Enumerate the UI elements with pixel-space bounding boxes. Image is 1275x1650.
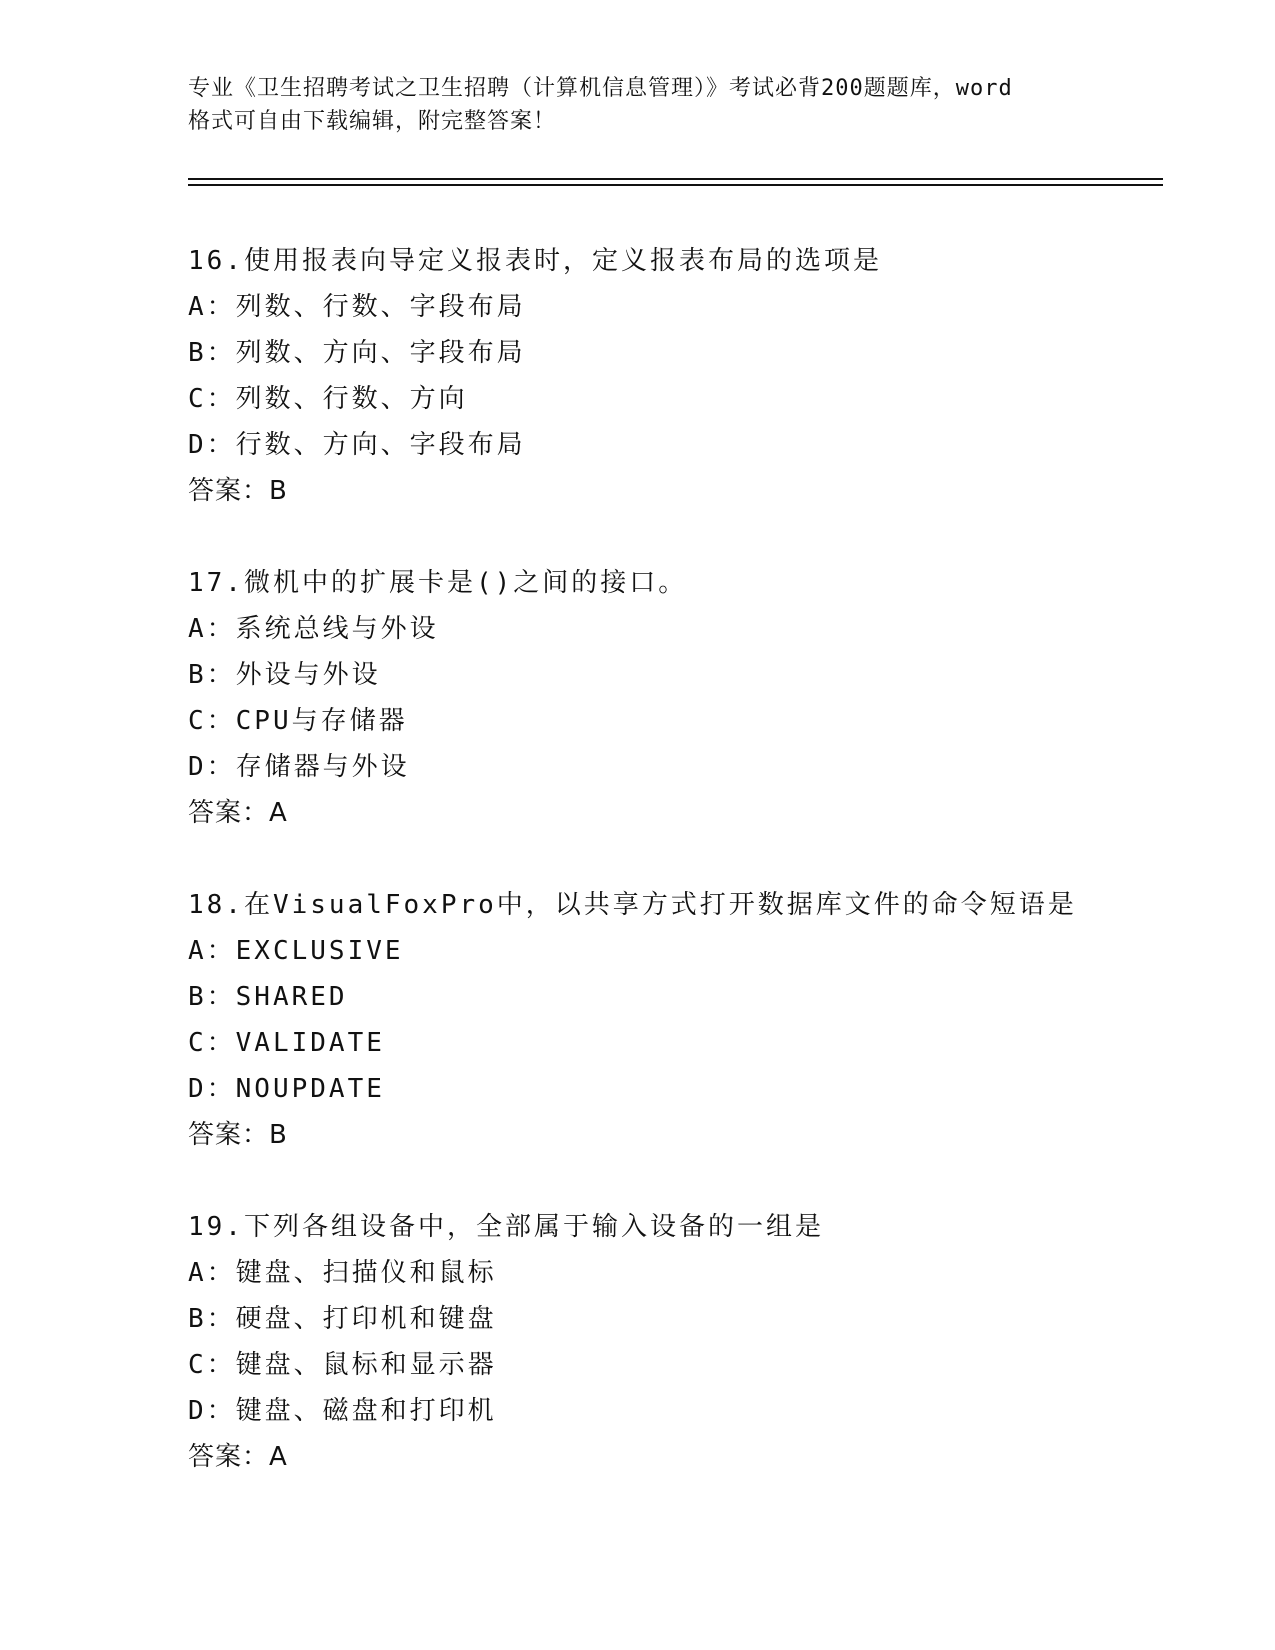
option-b: B：SHARED bbox=[188, 982, 348, 1012]
option-b: B：列数、方向、字段布局 bbox=[188, 338, 526, 368]
header-line-2: 格式可自由下载编辑，附完整答案！ bbox=[188, 109, 557, 134]
answer-label: 答案：B bbox=[188, 1120, 288, 1150]
question-16 bbox=[188, 238, 1188, 514]
question-18 bbox=[188, 882, 1188, 1158]
option-c: C：列数、行数、方向 bbox=[188, 384, 468, 414]
header-divider-bottom bbox=[188, 184, 1163, 186]
option-a: A：EXCLUSIVE bbox=[188, 936, 404, 966]
question-19 bbox=[188, 1204, 1188, 1480]
option-b: B：硬盘、打印机和键盘 bbox=[188, 1304, 497, 1334]
option-d: D：NOUPDATE bbox=[188, 1074, 385, 1104]
answer-label: 答案：B bbox=[188, 476, 288, 506]
header-line-1: 专业《卫生招聘考试之卫生招聘（计算机信息管理）》考试必背200题题库，word bbox=[188, 76, 1013, 101]
question-stem: 17.微机中的扩展卡是()之间的接口。 bbox=[188, 568, 688, 598]
option-d: D：键盘、磁盘和打印机 bbox=[188, 1396, 497, 1426]
answer-label: 答案：A bbox=[188, 798, 288, 828]
option-b: B：外设与外设 bbox=[188, 660, 381, 690]
answer-label: 答案：A bbox=[188, 1442, 288, 1472]
option-d: D：存储器与外设 bbox=[188, 752, 410, 782]
question-stem: 19.下列各组设备中，全部属于输入设备的一组是 bbox=[188, 1212, 824, 1242]
option-c: C：键盘、鼠标和显示器 bbox=[188, 1350, 497, 1380]
option-a: A：列数、行数、字段布局 bbox=[188, 292, 526, 322]
option-a: A：系统总线与外设 bbox=[188, 614, 439, 644]
document-header bbox=[188, 72, 1088, 138]
option-c: C：VALIDATE bbox=[188, 1028, 385, 1058]
question-stem: 16.使用报表向导定义报表时，定义报表布局的选项是 bbox=[188, 246, 882, 276]
option-a: A：键盘、扫描仪和鼠标 bbox=[188, 1258, 497, 1288]
option-d: D：行数、方向、字段布局 bbox=[188, 430, 526, 460]
question-stem: 18.在VisualFoxPro中，以共享方式打开数据库文件的命令短语是 bbox=[188, 890, 1077, 920]
question-17 bbox=[188, 560, 1188, 836]
option-c: C：CPU与存储器 bbox=[188, 706, 408, 736]
header-divider-top bbox=[188, 178, 1163, 180]
